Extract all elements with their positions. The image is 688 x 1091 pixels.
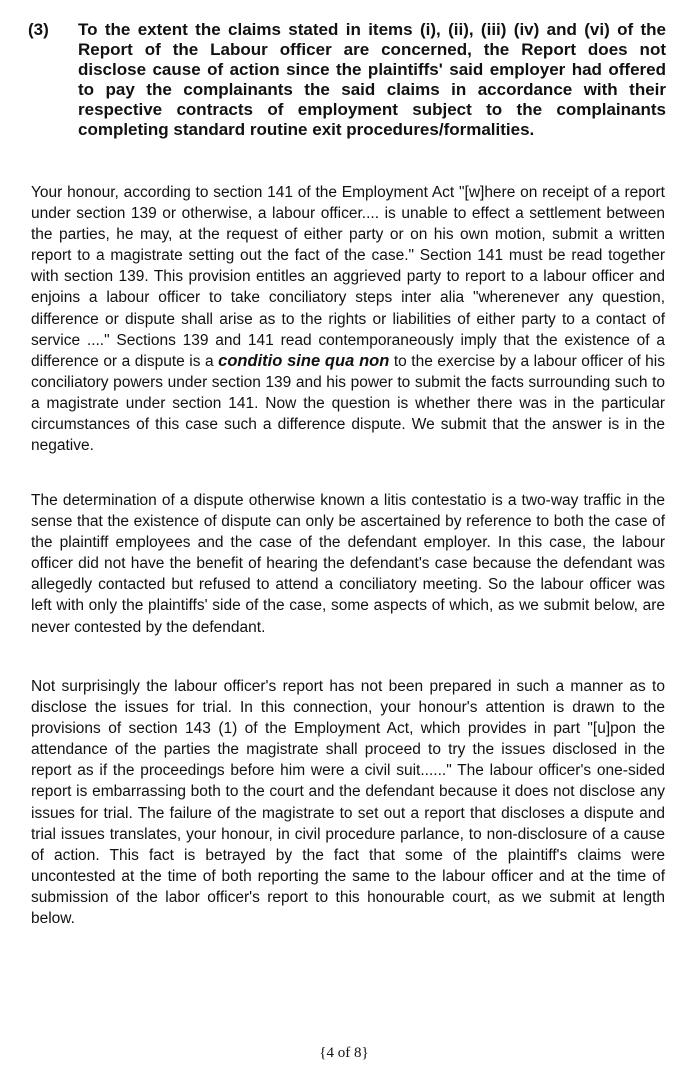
paragraph-1-text-before: Your honour, according to section 141 of the Employment Act "[w]here on receipt of a report under section 139 or otherwise, a labour officer.... is unable to effect a settlement between the parties, he may, at the request of either party or on his own motion, submit a written report to a magistrate setting out the fact of the case." Section 141 must be read together with section 139. This provision entitles an aggrieved party to report to a labour officer and enjoins a labour officer to take conciliatory steps inter alia "wherenever any question, difference or dispute shall arise as to the rights or liabilities of either party to a contact of service ...." Sections 139 and 141 read contemporaneously imply that the existence of a difference or a dispute is a [31, 184, 665, 370]
paragraph-litis-contestatio: The determination of a dispute otherwise known a litis contestatio is a two-way traffic in the sense that the existence of dispute can only be ascertained by reference to both the case of the plaintiff employees and the case of the defendant employer. In this case, the labour officer did not have the benefit of hearing the defendant's case because the defendant was allegedly contacted but refused to attend a conciliatory meeting. So the labour officer was left with only the plaintiffs' side of the case, some aspects of which, as we submit below, are never contested by the defendant. [31, 492, 665, 636]
latin-phrase-emphasis: conditio sine qua non [218, 351, 390, 370]
paragraph-section-141 [31, 182, 665, 456]
section-heading [28, 20, 666, 140]
paragraph-issues-for-trial: Not surprisingly the labour officer's report has not been prepared in such a manner as to disclose the issues for trial. In this connection, your honour's attention is drawn to the provisions of section 143 (1) of the Employment Act, which provides in part "[u]pon the attendance of the parties the magistrate shall proceed to try the issues disclosed in the report as if the proceedings before him were a civil suit......" The labour officer's one-sided report is embarrassing both to the court and the defendant because it does not disclose any issues for trial. The failure of the magistrate to set out a report that discloses a dispute and trial issues translates, your honour, in civil procedure parlance, to non-disclosure of a cause of action. This fact is betrayed by the fact that some of the plaintiff's claims were uncontested at the time of both reporting the same to the labour officer and at the time of submission of the labor officer's report to this honourable court, as we submit at length below. [31, 678, 665, 928]
heading-number: (3) [28, 20, 49, 39]
page-number: {4 of 8} [319, 1045, 369, 1061]
heading-text: To the extent the claims stated in items (i), (ii), (iii) (iv) and (vi) of the Report of the Labour officer are concerned, the Report does not disclose cause of action since the plaintiffs' said employer had offered to pay the complainants the said claims in accordance with their respective contracts of employment subject to the complainants completing standard routine exit procedures/formalities. [78, 20, 666, 139]
paragraph-1-text-after: to the exercise by a labour officer of his conciliatory powers under section 139 and his power to submit the facts surrounding such to a magistrate under section 141. Now the question is whether there was in the particular circumstances of this case such a difference dispute. We submit that the answer is in the negative. [31, 352, 665, 455]
